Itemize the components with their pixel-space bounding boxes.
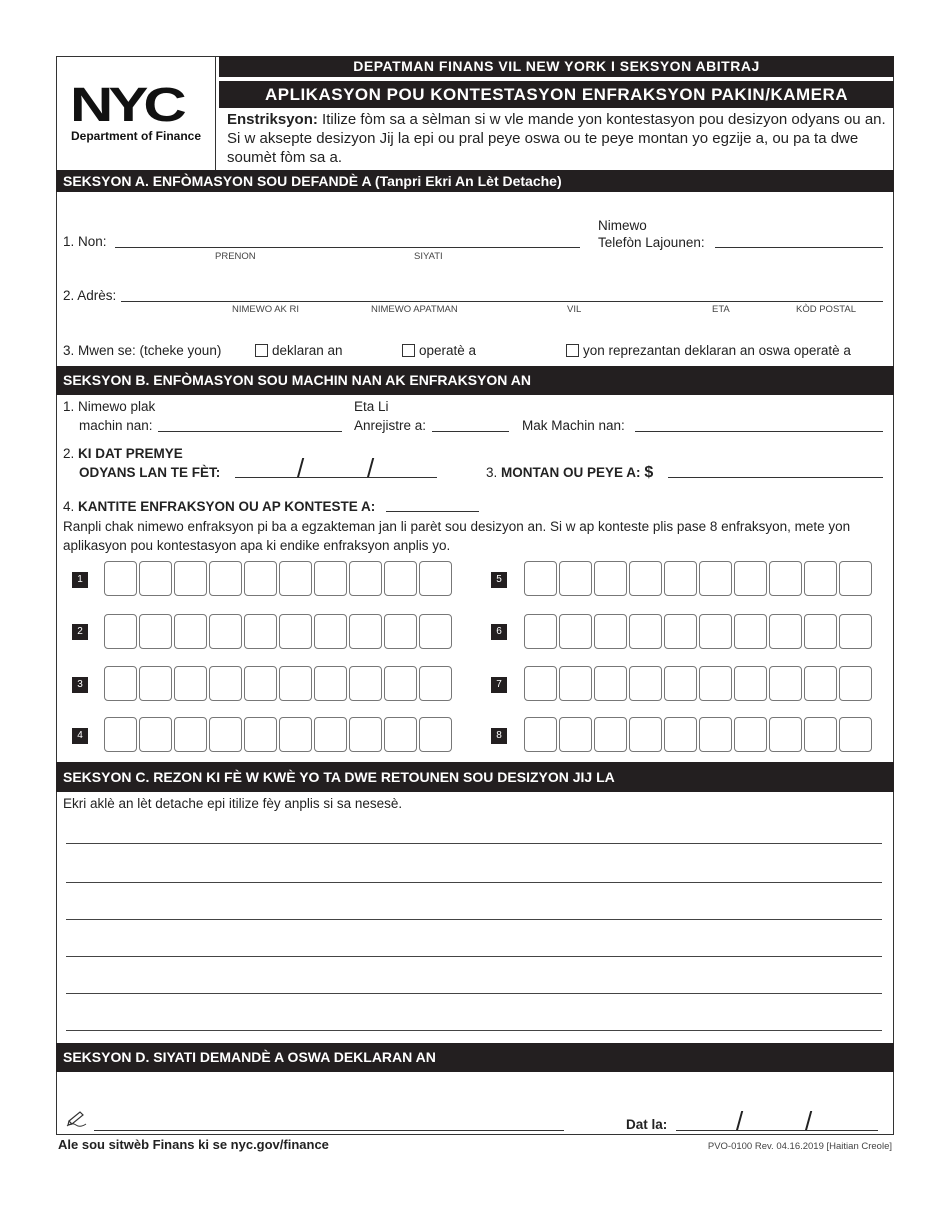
last-name-hint: SIYATI <box>414 251 443 262</box>
hearing-date-label-line1 <box>63 446 183 461</box>
reg-state-field[interactable] <box>432 431 509 432</box>
phone-label-line2: Telefòn Lajounen: <box>598 235 705 250</box>
violation-count-number: 4. <box>63 499 75 514</box>
signature-date-label: Dat la: <box>626 1117 668 1132</box>
dollar-sign: $ <box>644 464 654 481</box>
make-field[interactable] <box>635 431 883 432</box>
violation-number-badge: 4 <box>72 728 88 744</box>
reason-line[interactable] <box>66 882 882 883</box>
amount-label <box>486 464 653 482</box>
make-label: Mak Machin nan: <box>522 418 625 433</box>
amount-title: MONTAN OU PEYE A: <box>501 465 641 480</box>
violation-entry-boxes[interactable] <box>524 717 874 752</box>
phone-field[interactable] <box>715 247 883 248</box>
role-option-declarant: deklaran an <box>272 343 343 358</box>
address-label: 2. Adrès: <box>63 288 117 303</box>
phone-label-line1: Nimewo <box>598 218 647 233</box>
reason-line[interactable] <box>66 993 882 994</box>
plate-field[interactable] <box>158 431 342 432</box>
violation-count-label <box>63 499 375 514</box>
date-separator: / <box>805 1106 813 1136</box>
nyc-logo: NYC <box>70 79 182 132</box>
reg-state-label-line2: Anrejistre a: <box>354 418 427 433</box>
hearing-date-title: KI DAT PREMYE <box>78 446 183 461</box>
zip-hint: KÒD POSTAL <box>796 304 857 315</box>
reason-line[interactable] <box>66 956 882 957</box>
hearing-date-number: 2. <box>63 446 75 461</box>
role-option-operator: operatè a <box>419 343 477 358</box>
name-field[interactable] <box>115 247 580 248</box>
role-option-representative: yon reprezantan deklaran an oswa operatè a <box>583 343 851 358</box>
street-hint: NIMEWO AK RI <box>232 304 300 315</box>
department-name: Department of Finance <box>71 129 202 143</box>
pen-signature-icon <box>66 1109 90 1127</box>
violation-entry-boxes[interactable] <box>104 717 454 752</box>
reg-state-label-line1: Eta Li <box>354 399 389 414</box>
violation-number-badge: 7 <box>491 677 507 693</box>
date-separator: / <box>736 1106 744 1136</box>
role-checkbox-declarant[interactable] <box>255 344 268 357</box>
role-checkbox-representative[interactable] <box>566 344 579 357</box>
date-separator: / <box>297 453 305 483</box>
violation-number-badge: 8 <box>491 728 507 744</box>
violation-instructions: Ranpli chak nimewo enfraksyon pi ba a egzakteman jan li parèt sou desizyon an. Si w ap konteste plis pase 8 enfraksyon, mete yon aplikasyon pou kontestasyon apa ki endike enfraksyon anplis yo. <box>63 519 851 553</box>
reason-note: Ekri aklè an lèt detache epi itilize fèy anplis si sa nesesè. <box>63 796 403 811</box>
violation-entry-boxes[interactable] <box>524 614 874 649</box>
plate-label-line1: 1. Nimewo plak <box>63 399 156 414</box>
agency-title: DEPATMAN FINANS VIL NEW YORK I SEKSYON ABITRAJ <box>219 56 894 77</box>
reason-line[interactable] <box>66 1030 882 1031</box>
form-id: PVO-0100 Rev. 04.16.2019 [Haitian Creole] <box>707 1141 892 1152</box>
violation-entry-boxes[interactable] <box>104 561 454 596</box>
hearing-date-label-line2: ODYANS LAN TE FÈT: <box>79 465 221 480</box>
violation-number-badge: 3 <box>72 677 88 693</box>
amount-field[interactable] <box>668 477 883 478</box>
violation-count-field[interactable] <box>386 511 479 512</box>
violation-number-badge: 1 <box>72 572 88 588</box>
name-label: 1. Non: <box>63 234 107 249</box>
violation-entry-boxes[interactable] <box>104 666 454 701</box>
reason-line[interactable] <box>66 919 882 920</box>
form-title: APLIKASYON POU KONTESTASYON ENFRAKSYON PAKIN/KAMERA <box>219 81 894 108</box>
website-note: Ale sou sitwèb Finans ki se nyc.gov/finance <box>58 1137 329 1152</box>
instructions-label: Enstriksyon: <box>227 111 318 128</box>
section-a-header: SEKSYON A. ENFÒMASYON SOU DEFANDÈ A (Tanpri Ekri An Lèt Detache) <box>56 170 894 192</box>
date-separator: / <box>367 453 375 483</box>
role-checkbox-operator[interactable] <box>402 344 415 357</box>
plate-label-line2: machin nan: <box>79 418 153 433</box>
section-b-header: SEKSYON B. ENFÒMASYON SOU MACHIN NAN AK ENFRAKSYON AN <box>56 366 894 395</box>
reason-line[interactable] <box>66 843 882 844</box>
signature-field[interactable] <box>94 1130 564 1131</box>
signature-date-field[interactable] <box>676 1130 878 1131</box>
violation-number-badge: 2 <box>72 624 88 640</box>
violation-entry-boxes[interactable] <box>104 614 454 649</box>
instructions <box>227 110 887 167</box>
amount-number: 3. <box>486 465 498 480</box>
apt-hint: NIMEWO APATMAN <box>371 304 458 315</box>
section-c-header: SEKSYON C. REZON KI FÈ W KWÈ YO TA DWE RETOUNEN SOU DESIZYON JIJ LA <box>56 762 894 792</box>
violation-entry-boxes[interactable] <box>524 561 874 596</box>
violation-entry-boxes[interactable] <box>524 666 874 701</box>
address-field[interactable] <box>121 301 883 302</box>
state-hint: ETA <box>712 304 730 315</box>
violation-number-badge: 6 <box>491 624 507 640</box>
first-name-hint: PRENON <box>215 251 256 262</box>
violation-count-title: KANTITE ENFRAKSYON OU AP KONTESTE A: <box>78 499 376 514</box>
hearing-date-field[interactable] <box>235 477 437 478</box>
violation-number-badge: 5 <box>491 572 507 588</box>
instructions-text: Itilize fòm sa a sèlman si w vle mande yon kontestasyon pou desizyon odyans ou an. Si w aksepte desizyon Jij la epi ou pral peye oswa ou te peye montan yo egzije a, ou pa ta dwe soumèt fòm sa a. <box>227 111 886 166</box>
role-label: 3. Mwen se: (tcheke youn) <box>63 343 222 358</box>
section-d-header: SEKSYON D. SIYATI DEMANDÈ A OSWA DEKLARAN AN <box>56 1043 894 1072</box>
city-hint: VIL <box>567 304 582 315</box>
